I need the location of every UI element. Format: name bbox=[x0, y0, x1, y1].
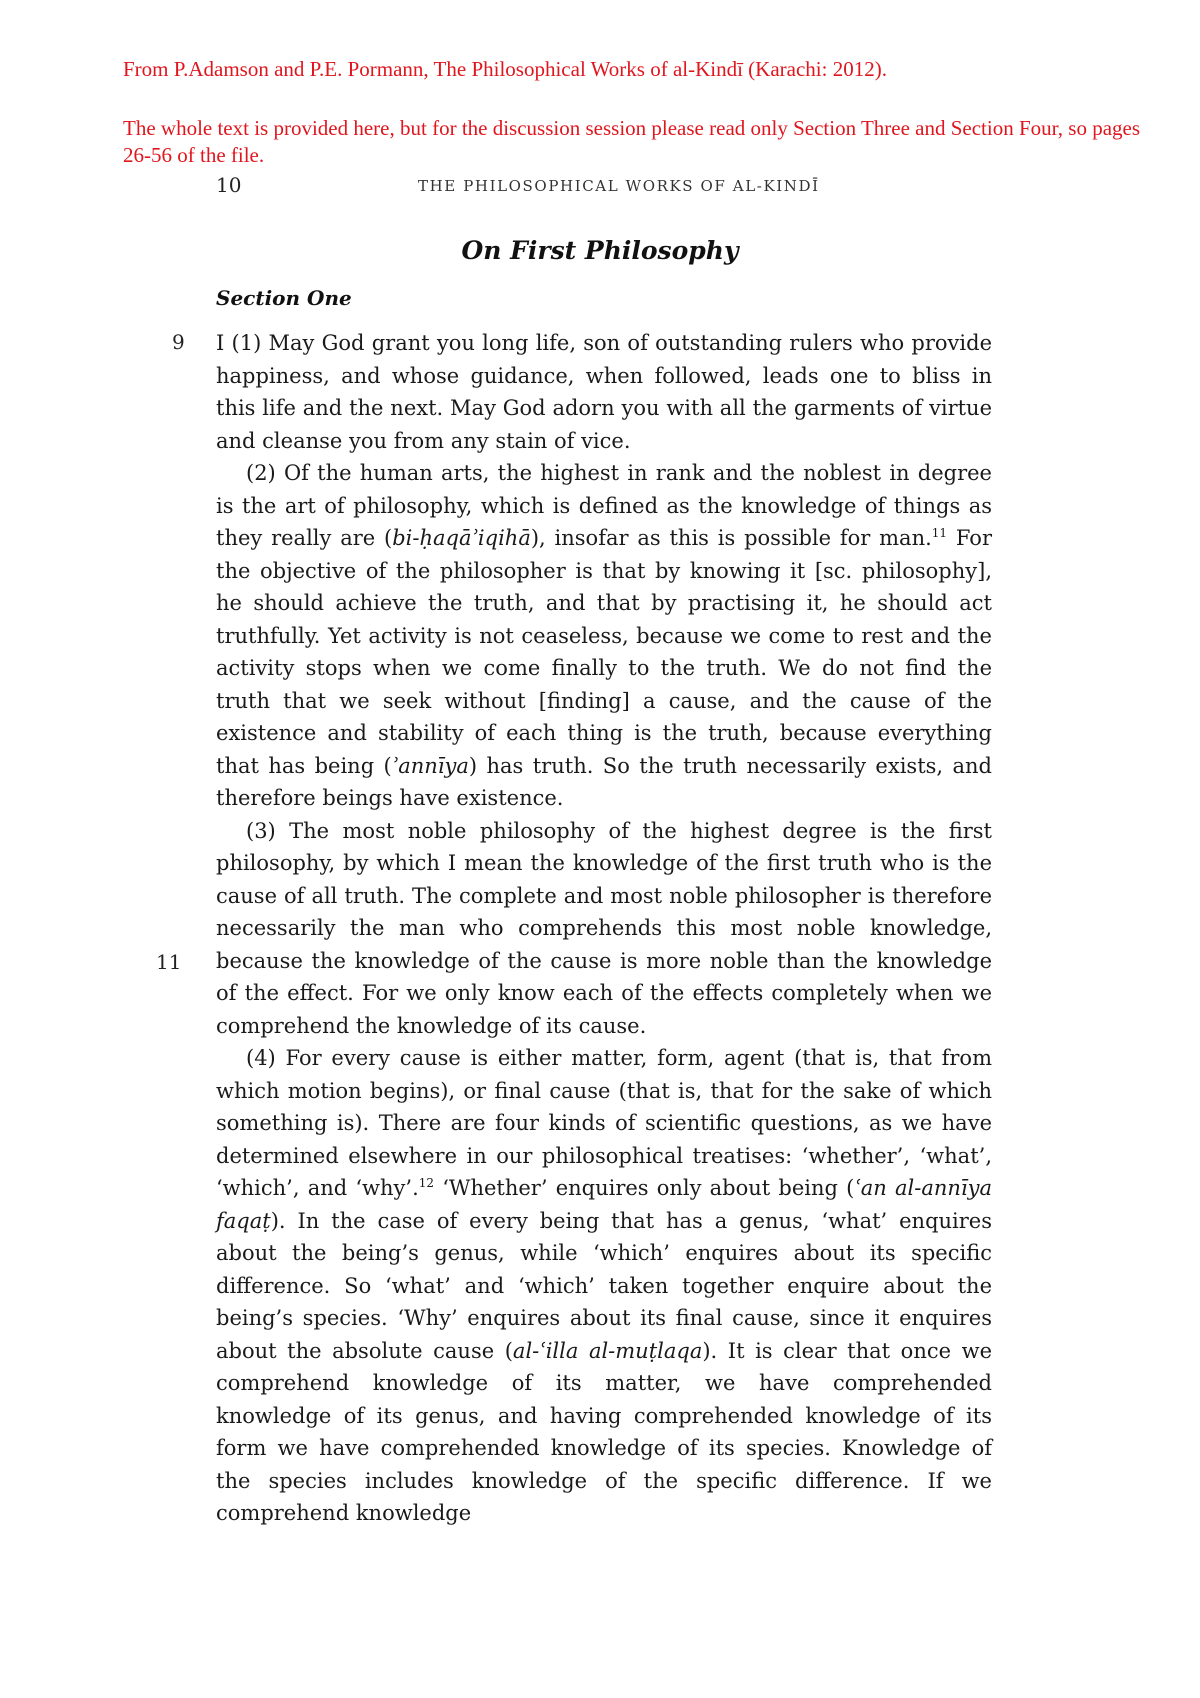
chapter-title: On First Philosophy bbox=[461, 236, 739, 265]
running-head bbox=[0, 173, 1200, 203]
paragraph-1: I (1) May God grant you long life, son of outstanding rulers who provide happiness, and whose guidance, when followed, leads one to bliss in this life and the next. May God adorn you with all the garments of virtue and cleanse you from any stain of vice. bbox=[216, 331, 992, 453]
text-run: ), insofar as this is possible for man. bbox=[530, 526, 932, 550]
reading-instruction-note: The whole text is provided here, but for the discussion session please read only Section Three and Section Four, so pages 26-56 of the file. bbox=[123, 116, 1141, 167]
paragraph-2 bbox=[216, 457, 992, 815]
text-run: ) has truth. So the truth necessarily exists, and therefore beings have existence. bbox=[216, 753, 992, 810]
footnote-ref[interactable]: 12 bbox=[418, 1176, 435, 1190]
book-title: THE PHILOSOPHICAL WORKS OF AL-KINDĪ bbox=[418, 177, 820, 195]
arabic-term: ʾannīya bbox=[391, 753, 469, 778]
section-heading: Section One bbox=[216, 286, 352, 310]
footnote-ref[interactable]: 11 bbox=[931, 526, 948, 540]
text-run: (2) Of the human arts, the highest in rank and the noblest in degree is the art of philosophy, which is defined as the knowledge of things as they really are ( bbox=[216, 461, 992, 550]
arabic-term: ʿan al-annīya faqaṭ bbox=[216, 1176, 992, 1233]
page-number: 10 bbox=[216, 173, 242, 197]
text-run: ). In the case of every being that has a genus, ‘what’ enquires about the being’s genus, while ‘which’ enquires about its specific difference. So ‘what’ and ‘which’ taken together enquire about the being’s species. ‘Why’ enquires about its final cause, since it enquires about the absolute cause ( bbox=[216, 1208, 992, 1363]
margin-number: 9 bbox=[172, 330, 185, 354]
arabic-term: al-ʿilla al-muṭlaqa bbox=[512, 1338, 703, 1363]
paragraph-3: (3) The most noble philosophy of the highest degree is the first philosophy, by which I mean the knowledge of the first truth who is the cause of all truth. The complete and most noble philosopher is therefore necessarily the man who comprehends this most noble knowledge, because the knowledge of the cause is more noble than the knowledge of the effect. For we only know each of the effects completely when we comprehend the knowledge of its cause. bbox=[216, 818, 992, 1038]
arabic-term: bi-ḥaqāʾiqihā bbox=[392, 526, 531, 550]
text-run: (4) For every cause is either matter, form, agent (that is, that from which motion begins), or final cause (that is, that for the sake of which something is). There are four kinds of scientific questions, as we have determined elsewhere in our philosophical treatises: ‘whether’, ‘what’, ‘which’, and ‘why’. bbox=[216, 1046, 992, 1200]
text-run: For the objective of the philosopher is that by knowing it [sc. philosophy], he should achieve the truth, and that by practising it, he should act truthfully. Yet activity is not ceaseless, because we come to rest and the activity stops when we come finally to the truth. We do not find the truth that we seek without [finding] a cause, and the cause of the existence and stability of each thing is the truth, because everything that has being ( bbox=[216, 526, 992, 778]
margin-number: 11 bbox=[156, 950, 182, 974]
text-run: ‘Whether’ enquires only about being ( bbox=[434, 1176, 855, 1200]
source-citation-note: From P.Adamson and P.E. Pormann, The Philosophical Works of al-Kindī (Karachi: 2012). bbox=[123, 57, 887, 81]
text-run: ). It is clear that once we comprehend knowledge of its matter, we have comprehended knowledge of its genus, and having comprehended knowledge of its form we have comprehended knowledge of its species. Knowledge of the species includes knowledge of the specific difference. If we comprehend knowledge bbox=[216, 1338, 992, 1525]
paragraph-4 bbox=[216, 1042, 992, 1530]
body-text bbox=[216, 327, 992, 1530]
